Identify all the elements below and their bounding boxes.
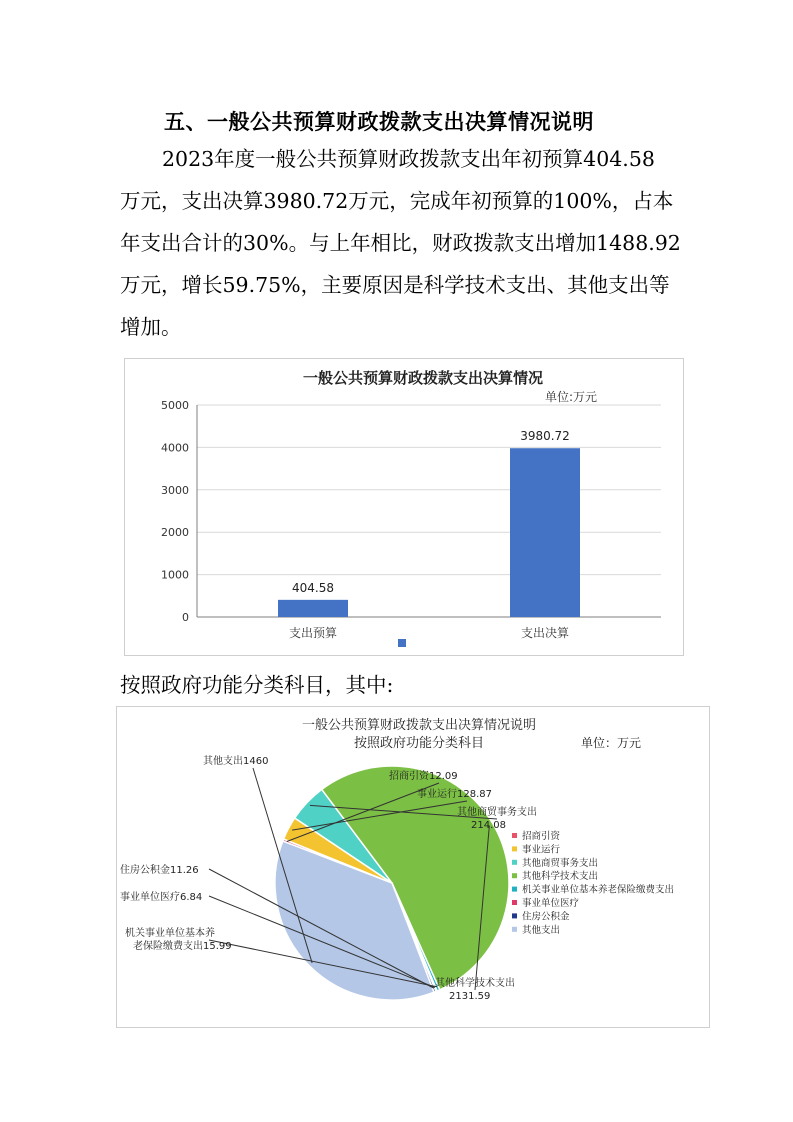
pie-chart-unit: 单位：万元 bbox=[581, 736, 642, 750]
pie-chart-title-line2: 按照政府功能分类科目 bbox=[353, 736, 485, 751]
section-heading: 五、一般公共预算财政拨款支出决算情况说明 bbox=[164, 110, 594, 134]
pie-label: 招商引资12.09 bbox=[389, 771, 458, 782]
pie-label-value: 214.08 bbox=[471, 820, 506, 831]
pie-label: 住房公积金11.26 bbox=[120, 865, 199, 876]
pie-label-name: 其他科学技术支出 bbox=[435, 978, 515, 989]
legend-swatch bbox=[512, 846, 517, 851]
legend-swatch bbox=[512, 913, 517, 918]
explanation-paragraph bbox=[120, 138, 680, 348]
paragraph-line: 万元，增长59.75%，主要原因是科学技术支出、其他支出等 bbox=[120, 273, 670, 297]
paragraph-line: 2023年度一般公共预算财政拨款支出年初预算404.58 bbox=[162, 147, 655, 171]
bar-chart-gridlines bbox=[197, 405, 661, 617]
x-tick-label: 支出决算 bbox=[520, 626, 570, 640]
paragraph-line: 增加。 bbox=[120, 315, 182, 339]
x-tick-label: 支出预算 bbox=[288, 626, 338, 640]
legend-label: 事业单位医疗 bbox=[522, 898, 580, 909]
y-tick-label: 5000 bbox=[161, 399, 189, 412]
bar-chart-y-axis bbox=[161, 399, 189, 624]
bar-chart-panel bbox=[124, 358, 684, 656]
legend-label: 其他科学技术支出 bbox=[522, 871, 599, 883]
y-tick-label: 1000 bbox=[161, 568, 189, 582]
bar-chart bbox=[125, 359, 683, 655]
legend-swatch bbox=[512, 927, 517, 932]
legend-label: 招商引资 bbox=[522, 831, 561, 842]
pie-label: 事业单位医疗6.84 bbox=[120, 892, 203, 903]
pie-label: 事业运行128.87 bbox=[417, 789, 492, 800]
pie-label-value: 老保险缴费支出15.99 bbox=[133, 941, 232, 952]
legend-swatch bbox=[512, 900, 517, 905]
pie-label-name: 其他商贸事务支出 bbox=[457, 807, 537, 818]
legend-swatch bbox=[512, 833, 517, 838]
functional-classification-heading: 按照政府功能分类科目，其中: bbox=[120, 673, 394, 697]
y-tick-label: 2000 bbox=[161, 526, 189, 540]
bar-chart-unit: 单位:万元 bbox=[545, 390, 598, 404]
legend-label: 事业运行 bbox=[522, 844, 561, 856]
bar-chart-x-axis bbox=[289, 625, 569, 640]
bar-legend-swatch bbox=[398, 639, 406, 647]
bar-chart-title: 一般公共预算财政拨款支出决算情况 bbox=[302, 369, 544, 387]
bar-chart-series bbox=[278, 429, 580, 617]
bar-data-label: 404.58 bbox=[292, 580, 334, 595]
y-tick-label: 0 bbox=[182, 611, 189, 624]
pie-label-value: 2131.59 bbox=[449, 991, 491, 1002]
pie-label: 其他支出1460 bbox=[203, 756, 269, 767]
bar bbox=[278, 600, 348, 617]
pie-legend bbox=[512, 830, 674, 936]
y-tick-label: 4000 bbox=[161, 441, 189, 455]
bar bbox=[510, 448, 580, 617]
pie-chart-title-line1: 一般公共预算财政拨款支出决算情况说明 bbox=[301, 718, 537, 733]
legend-swatch bbox=[512, 887, 517, 892]
pie-label-name: 机关事业单位基本养 bbox=[125, 928, 215, 939]
legend-label: 其他支出 bbox=[522, 924, 561, 936]
pie-chart bbox=[117, 707, 709, 1027]
paragraph-line: 年支出合计的30%。与上年相比，财政拨款支出增加1488.92 bbox=[120, 231, 681, 255]
pie-chart-panel bbox=[116, 706, 710, 1028]
legend-swatch bbox=[512, 860, 517, 865]
legend-label: 其他商贸事务支出 bbox=[522, 857, 599, 869]
paragraph-line: 万元，支出决算3980.72万元，完成年初预算的100%，占本 bbox=[120, 189, 674, 213]
legend-swatch bbox=[512, 873, 517, 878]
legend-label: 机关事业单位基本养老保险缴费支出 bbox=[522, 884, 675, 896]
bar-data-label: 3980.72 bbox=[520, 429, 570, 444]
y-tick-label: 3000 bbox=[161, 483, 189, 497]
legend-label: 住房公积金 bbox=[522, 911, 570, 923]
